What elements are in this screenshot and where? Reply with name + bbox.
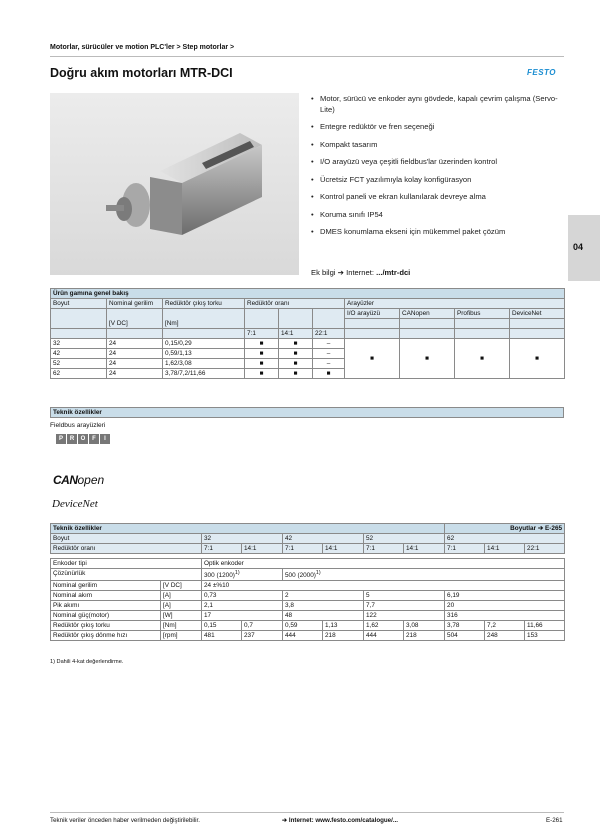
cell: ■ [245,369,279,379]
cell: 3,78/7,2/11,66 [163,369,245,379]
cell: 237 [242,631,283,641]
more-info-prefix: Ek bilgi [311,268,336,277]
size-label: Boyut [51,534,202,544]
more-info-link[interactable]: .../mtr-dci [376,268,411,277]
col-ratio: Redüktör oranı [245,299,345,309]
page-title: Doğru akım motorları MTR-DCI [50,66,233,80]
ratio-header: 22:1 [313,329,345,339]
row-unit: [A] [161,591,202,601]
cell: 218 [404,631,445,641]
footnote-ref: 1) [315,570,321,576]
ratio-header: 7:1 [245,329,279,339]
fieldbus-label: Fieldbus arayüzleri [50,422,106,429]
header-divider [50,56,564,57]
range-table-title: Ürün gamına genel bakış [51,289,565,299]
arrow-icon: ➔ [337,268,344,277]
cell: 153 [525,631,565,641]
row-label: Nominal güç(motor) [51,611,161,621]
size-cell: 42 [283,534,364,544]
size-cell: 32 [202,534,283,544]
logo-letter: F [89,434,99,444]
cell: 24 [107,359,163,369]
cell: 218 [323,631,364,641]
row-unit: [Nm] [161,621,202,631]
cell: ■ [313,369,345,379]
feature-item: • Koruma sınıfı IP54 [311,210,566,221]
canopen-logo-bold: CAN [53,473,78,487]
table-row [51,601,565,611]
cell: 7,2 [485,621,525,631]
section-bar-tech: Teknik özellikler [50,407,564,418]
cell: – [313,349,345,359]
feature-item: • Ücretsiz FCT yazılımıyla kolay konfigürasyon [311,175,566,186]
spec-title: Teknik özellikler [51,524,445,534]
cell: 1,13 [323,621,364,631]
cell: ■ [400,339,455,379]
cell: 0,73 [202,591,283,601]
cell: 5 [364,591,445,601]
col-torque: Redüktör çıkış torku [163,299,245,309]
profibus-logo [56,434,111,444]
chapter-tab[interactable] [568,215,600,281]
cell: 62 [51,369,107,379]
cell: 17 [202,611,283,621]
col-canopen: CANopen [400,309,455,319]
more-info-label: Internet: [346,268,374,277]
feature-list [311,94,566,245]
cell: 0,7 [242,621,283,631]
cell: 1,62/3,08 [163,359,245,369]
footnote-ref: 1) [234,570,240,576]
cell: 24 [107,369,163,379]
row-label: Pik akımı [51,601,161,611]
product-image [50,93,299,275]
footer-link[interactable]: ➔ Internet: www.festo.com/catalogue/... [282,817,399,824]
cell: 24 [107,339,163,349]
cell: 444 [364,631,404,641]
col-profibus: Profibus [455,309,510,319]
cell: 2,1 [202,601,283,611]
size-cell: 62 [445,534,565,544]
cell: ■ [279,369,313,379]
col-interfaces: Arayüzler [345,299,565,309]
cell: ■ [345,339,400,379]
ratio-cell: 7:1 [364,544,404,554]
footer-disclaimer: Teknik veriler önceden haber verilmeden değiştirilebilir. [50,817,200,824]
row-label: Nominal akım [51,591,161,601]
chapter-number: 04 [573,242,584,252]
cell: – [313,359,345,369]
cell: 3,08 [404,621,445,631]
cell: ■ [245,339,279,349]
breadcrumb[interactable]: Motorlar, sürücüler ve motion PLC'ler > Step motorlar > [50,44,235,51]
logo-letter: P [56,434,66,444]
devicenet-logo: DeviceNet [52,498,98,510]
row-label: Nominal gerilim [51,581,161,591]
canopen-logo [53,473,104,487]
table-row [51,559,565,569]
cell: – [313,339,345,349]
cell: 0,59/1,13 [163,349,245,359]
table-row [51,631,565,641]
table-row [51,339,565,349]
feature-item: • Kompakt tasarım [311,140,566,151]
ratio-cell: 14:1 [242,544,283,554]
row-label: Redüktör çıkış torku [51,621,161,631]
feature-item: • Kontrol paneli ve ekran kullanılarak devreye alma [311,192,566,203]
row-unit: [A] [161,601,202,611]
cell: 300 (1200) [204,572,235,580]
cell: 248 [485,631,525,641]
feature-item: • DMES konumlama ekseni için mükemmel paket çözüm [311,227,566,238]
cell: 24 [107,349,163,359]
table-row [51,581,565,591]
cell: ■ [245,359,279,369]
col-size: Boyut [51,299,107,309]
cell: Optik enkoder [202,559,565,569]
cell: ■ [455,339,510,379]
cell: 7,7 [364,601,445,611]
ratio-cell: 14:1 [485,544,525,554]
cell: ■ [279,359,313,369]
cell: ■ [510,339,565,379]
ratio-label: Redüktör oranı [51,544,202,554]
unit-torque: [Nm] [163,309,245,329]
ratio-header: 14:1 [279,329,313,339]
cell: 20 [445,601,565,611]
row-unit: [W] [161,611,202,621]
feature-item: • Entegre redüktör ve fren seçeneği [311,122,566,133]
cell: ■ [279,339,313,349]
ratio-cell: 7:1 [202,544,242,554]
cell: 24 ±%10 [202,581,565,591]
ratio-cell: 22:1 [525,544,565,554]
range-table [50,288,565,379]
cell: 504 [445,631,485,641]
col-devicenet: DeviceNet [510,309,565,319]
feature-item: • Motor, sürücü ve enkoder aynı gövdede, kapalı çevrim çalışma (Servo-Lite) [311,94,566,115]
footnote: 1) Dahili 4-kat değerlendirme. [50,659,124,665]
cell: 32 [51,339,107,349]
cell: 316 [445,611,565,621]
logo-letter: I [100,434,110,444]
logo-letter: O [78,434,88,444]
row-label: Enkoder tipi [51,559,202,569]
more-info [311,268,410,277]
cell: 48 [283,611,364,621]
cell: 1,62 [364,621,404,631]
ratio-cell: 14:1 [323,544,364,554]
ratio-cell: 7:1 [283,544,323,554]
cell: 3,8 [283,601,364,611]
unit-voltage: [V DC] [107,309,163,329]
cell: 2 [283,591,364,601]
row-label: Redüktör çıkış dönme hızı [51,631,161,641]
ratio-cell: 7:1 [445,544,485,554]
spec-table [50,523,565,641]
table-row [51,591,565,601]
col-voltage: Nominal gerilim [107,299,163,309]
cell: 481 [202,631,242,641]
cell: 42 [51,349,107,359]
row-label: Çözünürlük [51,569,202,581]
row-unit: [rpm] [161,631,202,641]
table-row [51,611,565,621]
cell: 3,78 [445,621,485,631]
motor-illustration [50,93,299,275]
cell: 0,15/0,29 [163,339,245,349]
row-unit: [V DC] [161,581,202,591]
cell: 500 (2000) [285,572,316,580]
page-number: E-261 [546,817,563,824]
ratio-cell: 14:1 [404,544,445,554]
cell: 122 [364,611,445,621]
feature-item: • I/O arayüzü veya çeşitli fieldbus'lar üzerinden kontrol [311,157,566,168]
cell: 444 [283,631,323,641]
cell: 6,19 [445,591,565,601]
cell: ■ [245,349,279,359]
logo-letter: R [67,434,77,444]
cell: 0,59 [283,621,323,631]
table-row [51,621,565,631]
cell: 52 [51,359,107,369]
cell: ■ [279,349,313,359]
col-io: I/O arayüzü [345,309,400,319]
cell: 11,66 [525,621,565,631]
canopen-logo-rest: open [77,473,105,487]
cell: 0,15 [202,621,242,631]
table-row [51,569,565,581]
festo-logo: FESTO [527,68,557,77]
size-cell: 52 [364,534,445,544]
dimensions-link[interactable]: Boyutlar ➔ E-265 [445,524,565,534]
footer-divider [50,812,564,813]
